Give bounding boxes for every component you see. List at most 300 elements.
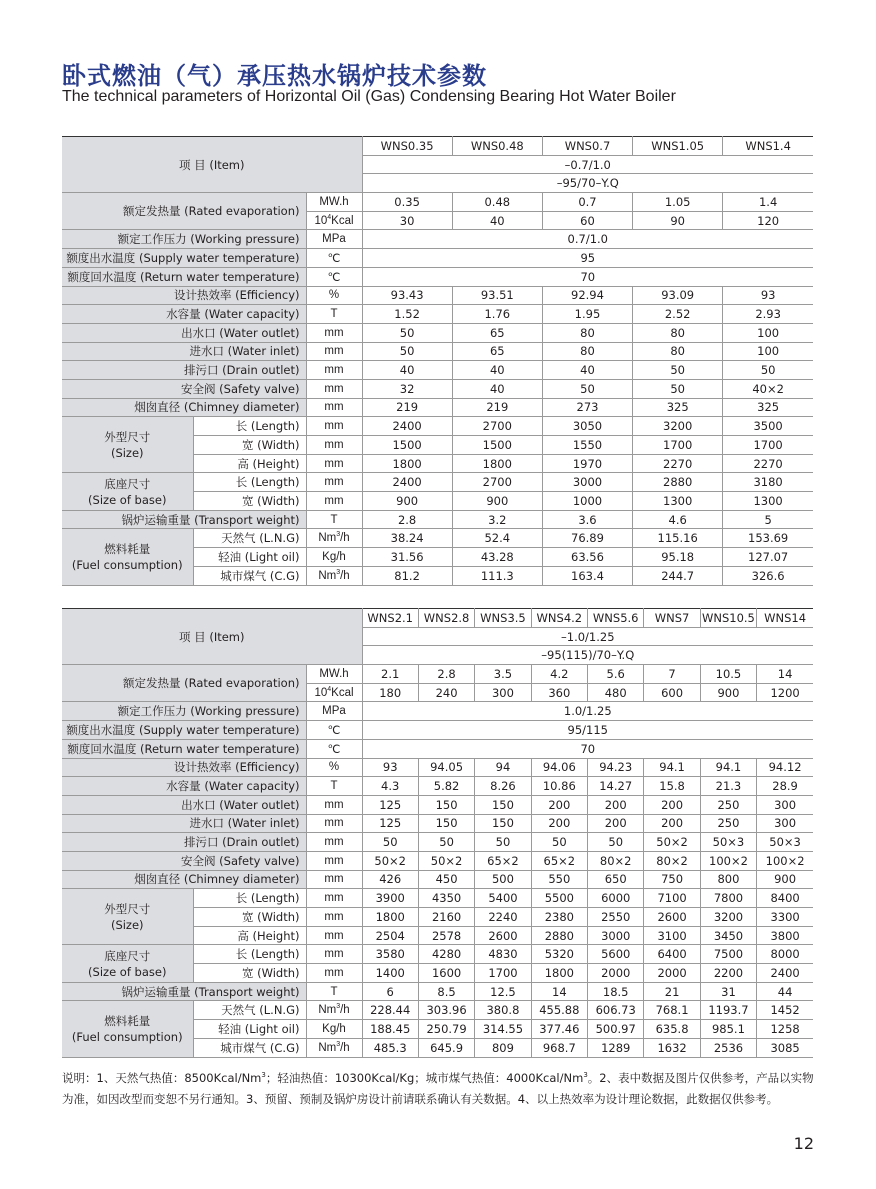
value-size-width: 2600 xyxy=(644,908,700,927)
value-base-width: 900 xyxy=(362,492,452,511)
unit-mm: mm xyxy=(306,436,362,455)
value-water-inlet: 125 xyxy=(362,814,418,833)
pressure-code: –1.0/1.25 xyxy=(362,627,813,646)
unit-nm3h-base: Nm xyxy=(318,532,337,545)
value-size-length: 3900 xyxy=(362,889,418,908)
page-number: 12 xyxy=(793,1134,814,1153)
value-fuel-oil: 985.1 xyxy=(700,1020,756,1039)
model-name: WNS7 xyxy=(644,609,700,628)
value-base-length: 8000 xyxy=(757,945,813,964)
unit-mm: mm xyxy=(306,945,362,964)
value-rated-mwh: 10.5 xyxy=(700,665,756,684)
label-chimney: 烟囱直径 (Chimney diameter) xyxy=(62,398,306,417)
value-base-length: 6400 xyxy=(644,945,700,964)
value-safety-valve: 65×2 xyxy=(475,851,531,870)
value-size-height: 1800 xyxy=(362,454,452,473)
table-row xyxy=(62,721,813,740)
unit-mm: mm xyxy=(306,889,362,908)
value-water-capacity: 5.82 xyxy=(418,777,474,796)
model-name: WNS5.6 xyxy=(588,609,644,628)
value-efficiency: 94.05 xyxy=(418,758,474,777)
unit-nm3h xyxy=(306,529,362,548)
unit-t: T xyxy=(306,777,362,796)
value-fuel-lng: 1193.7 xyxy=(700,1001,756,1020)
value-efficiency: 93.09 xyxy=(633,286,723,305)
value-return-temp: 70 xyxy=(362,267,813,286)
pressure-code: –0.7/1.0 xyxy=(362,155,813,174)
unit-nm3h-tail: /h xyxy=(340,532,350,545)
value-rated-kcal: 180 xyxy=(362,683,418,702)
value-water-outlet: 80 xyxy=(633,323,723,342)
value-chimney: 325 xyxy=(633,398,723,417)
label-base-length: 长 (Length) xyxy=(193,473,306,492)
label-size-length: 长 (Length) xyxy=(193,417,306,436)
value-size-height: 2880 xyxy=(531,926,587,945)
value-fuel-oil: 635.8 xyxy=(644,1020,700,1039)
label-working-pressure: 额定工作压力 (Working pressure) xyxy=(62,702,306,721)
value-efficiency: 93 xyxy=(723,286,813,305)
label-base-group xyxy=(62,473,193,510)
unit-nm3h-base: Nm xyxy=(318,1004,337,1017)
value-drain-outlet: 50 xyxy=(633,361,723,380)
value-drain-outlet: 50 xyxy=(362,833,418,852)
unit-mm: mm xyxy=(306,398,362,417)
value-size-width: 2550 xyxy=(588,908,644,927)
label-water-capacity: 水容量 (Water capacity) xyxy=(62,305,306,324)
unit-mm: mm xyxy=(306,342,362,361)
model-name: WNS2.8 xyxy=(418,609,474,628)
value-transport: 5 xyxy=(723,510,813,529)
label-size-length: 长 (Length) xyxy=(193,889,306,908)
label-fuel-group-en: (Fuel consumption) xyxy=(71,557,183,572)
unit-kcal-exp: 4 xyxy=(327,685,332,693)
table-row xyxy=(62,795,813,814)
value-efficiency: 94.1 xyxy=(644,758,700,777)
unit-nm3h-exp: 3 xyxy=(336,568,341,576)
label-size-group-en: (Size) xyxy=(110,445,144,460)
label-efficiency: 设计热效率 (Efficiency) xyxy=(62,286,306,305)
value-safety-valve: 40×2 xyxy=(723,379,813,398)
value-chimney: 450 xyxy=(418,870,474,889)
item-header: 项 目 (Item) xyxy=(62,137,362,193)
label-supply-temp: 额度出水温度 (Supply water temperature) xyxy=(62,721,306,740)
unit-t: T xyxy=(306,510,362,529)
value-rated-kcal: 40 xyxy=(452,211,542,230)
label-water-outlet: 出水口 (Water outlet) xyxy=(62,323,306,342)
unit-mm: mm xyxy=(306,454,362,473)
value-chimney: 550 xyxy=(531,870,587,889)
temp-code: –95(115)/70–Y.Q xyxy=(362,646,813,665)
value-fuel-oil: 43.28 xyxy=(452,548,542,567)
value-safety-valve: 50 xyxy=(542,379,632,398)
label-fuel-group-en: (Fuel consumption) xyxy=(71,1029,183,1044)
value-size-width: 2160 xyxy=(418,908,474,927)
value-chimney: 325 xyxy=(723,398,813,417)
value-efficiency: 94.12 xyxy=(757,758,813,777)
unit-nm3h-exp: 3 xyxy=(336,1003,341,1011)
unit-celsius: ℃ xyxy=(306,267,362,286)
unit-kcal xyxy=(306,683,362,702)
footnote-part2: ；轻油热值：10300Kcal/Kg；城市煤气热值：4000Kcal/Nm xyxy=(265,1071,584,1085)
table-row xyxy=(62,982,813,1001)
unit-nm3h-base: Nm xyxy=(318,1041,337,1054)
footnote-sup1: 3 xyxy=(261,1071,266,1080)
table-row xyxy=(62,529,813,548)
value-water-capacity: 28.9 xyxy=(757,777,813,796)
value-transport: 12.5 xyxy=(475,982,531,1001)
value-water-outlet: 65 xyxy=(452,323,542,342)
value-size-height: 3800 xyxy=(757,926,813,945)
table-row xyxy=(62,945,813,964)
value-size-width: 1500 xyxy=(362,436,452,455)
value-base-length: 4830 xyxy=(475,945,531,964)
unit-mm: mm xyxy=(306,417,362,436)
value-size-height: 3100 xyxy=(644,926,700,945)
label-return-temp: 额度回水温度 (Return water temperature) xyxy=(62,739,306,758)
value-fuel-lng: 115.16 xyxy=(633,529,723,548)
value-efficiency: 94.06 xyxy=(531,758,587,777)
value-fuel-lng: 380.8 xyxy=(475,1001,531,1020)
unit-nm3h-tail: /h xyxy=(340,1004,350,1017)
value-rated-kcal: 90 xyxy=(633,211,723,230)
label-fuel-lng: 天然气 (L.N.G) xyxy=(193,529,306,548)
value-drain-outlet: 50×3 xyxy=(757,833,813,852)
value-transport: 44 xyxy=(757,982,813,1001)
value-chimney: 273 xyxy=(542,398,632,417)
value-drain-outlet: 40 xyxy=(452,361,542,380)
value-fuel-oil: 95.18 xyxy=(633,548,723,567)
value-size-height: 3450 xyxy=(700,926,756,945)
value-chimney: 219 xyxy=(452,398,542,417)
unit-mm: mm xyxy=(306,473,362,492)
table-row xyxy=(62,267,813,286)
value-fuel-lng: 606.73 xyxy=(588,1001,644,1020)
value-size-height: 2270 xyxy=(723,454,813,473)
value-efficiency: 94.23 xyxy=(588,758,644,777)
value-fuel-lng: 76.89 xyxy=(542,529,632,548)
value-fuel-oil: 314.55 xyxy=(475,1020,531,1039)
unit-kcal xyxy=(306,211,362,230)
table-row xyxy=(62,889,813,908)
model-name: WNS3.5 xyxy=(475,609,531,628)
value-water-outlet: 200 xyxy=(644,795,700,814)
footnote-part3: 。2、表中数据及图片仅供参考，产品以实物为准，如因改型而变恕不另行通知。3、预留、预制及锅炉房设计前请联系确认有关数据。4、以上热效率为设计理论数据，此数据仅供参考。 xyxy=(62,1071,814,1106)
value-chimney: 650 xyxy=(588,870,644,889)
unit-mwh: MW.h xyxy=(306,665,362,684)
label-fuel-group xyxy=(62,1001,193,1057)
unit-mm: mm xyxy=(306,361,362,380)
label-supply-temp: 额度出水温度 (Supply water temperature) xyxy=(62,249,306,268)
value-water-capacity: 4.3 xyxy=(362,777,418,796)
unit-mwh: MW.h xyxy=(306,193,362,212)
value-chimney: 500 xyxy=(475,870,531,889)
value-base-length: 3000 xyxy=(542,473,632,492)
value-fuel-cg: 111.3 xyxy=(452,566,542,585)
value-chimney: 900 xyxy=(757,870,813,889)
value-efficiency: 94.1 xyxy=(700,758,756,777)
value-water-inlet: 200 xyxy=(588,814,644,833)
label-base-width: 宽 (Width) xyxy=(193,964,306,983)
label-transport: 锅炉运输重量 (Transport weight) xyxy=(62,982,306,1001)
value-size-height: 2578 xyxy=(418,926,474,945)
value-base-width: 1000 xyxy=(542,492,632,511)
value-rated-kcal: 60 xyxy=(542,211,632,230)
value-transport: 3.6 xyxy=(542,510,632,529)
value-fuel-lng: 455.88 xyxy=(531,1001,587,1020)
label-size-width: 宽 (Width) xyxy=(193,908,306,927)
unit-t: T xyxy=(306,305,362,324)
label-size-height: 高 (Height) xyxy=(193,926,306,945)
value-water-outlet: 150 xyxy=(418,795,474,814)
value-size-width: 1550 xyxy=(542,436,632,455)
label-size-width: 宽 (Width) xyxy=(193,436,306,455)
value-transport: 18.5 xyxy=(588,982,644,1001)
unit-nm3h xyxy=(306,566,362,585)
unit-percent: % xyxy=(306,286,362,305)
value-water-outlet: 300 xyxy=(757,795,813,814)
unit-kcal-tail: Kcal xyxy=(331,214,354,227)
value-size-height: 2504 xyxy=(362,926,418,945)
value-size-length: 3500 xyxy=(723,417,813,436)
value-size-height: 1970 xyxy=(542,454,632,473)
unit-mm: mm xyxy=(306,795,362,814)
value-drain-outlet: 50 xyxy=(475,833,531,852)
value-water-inlet: 80 xyxy=(542,342,632,361)
value-efficiency: 94 xyxy=(475,758,531,777)
table-row xyxy=(62,609,813,628)
value-rated-mwh: 4.2 xyxy=(531,665,587,684)
value-water-outlet: 150 xyxy=(475,795,531,814)
table-row xyxy=(62,286,813,305)
footnote-sup2: 3 xyxy=(583,1071,588,1080)
value-base-length: 2700 xyxy=(452,473,542,492)
value-size-length: 3200 xyxy=(633,417,723,436)
value-water-capacity: 10.86 xyxy=(531,777,587,796)
value-base-width: 1300 xyxy=(723,492,813,511)
value-water-inlet: 100 xyxy=(723,342,813,361)
label-base-group-cn: 底座尺寸 xyxy=(104,476,151,491)
value-rated-kcal: 120 xyxy=(723,211,813,230)
value-water-inlet: 200 xyxy=(644,814,700,833)
value-water-capacity: 21.3 xyxy=(700,777,756,796)
value-rated-mwh: 2.1 xyxy=(362,665,418,684)
table-row xyxy=(62,758,813,777)
unit-mm: mm xyxy=(306,851,362,870)
value-fuel-cg: 81.2 xyxy=(362,566,452,585)
label-base-group xyxy=(62,945,193,982)
value-fuel-cg: 1632 xyxy=(644,1038,700,1057)
table-row xyxy=(62,814,813,833)
value-fuel-lng: 52.4 xyxy=(452,529,542,548)
table-row xyxy=(62,398,813,417)
unit-kgh: Kg/h xyxy=(306,1020,362,1039)
value-fuel-oil: 127.07 xyxy=(723,548,813,567)
table-row xyxy=(62,137,813,156)
value-water-inlet: 200 xyxy=(531,814,587,833)
value-rated-kcal: 240 xyxy=(418,683,474,702)
unit-nm3h-base: Nm xyxy=(318,569,337,582)
value-size-width: 1700 xyxy=(723,436,813,455)
table-row xyxy=(62,777,813,796)
label-water-capacity: 水容量 (Water capacity) xyxy=(62,777,306,796)
spec-table-small-models xyxy=(62,136,813,586)
value-return-temp: 70 xyxy=(362,739,813,758)
table-row xyxy=(62,342,813,361)
unit-mm: mm xyxy=(306,323,362,342)
value-base-width: 2000 xyxy=(588,964,644,983)
label-fuel-cg: 城市煤气 (C.G) xyxy=(193,1038,306,1057)
value-safety-valve: 40 xyxy=(452,379,542,398)
unit-celsius: ℃ xyxy=(306,739,362,758)
model-name: WNS1.4 xyxy=(723,137,813,156)
value-base-width: 1300 xyxy=(633,492,723,511)
value-rated-mwh: 14 xyxy=(757,665,813,684)
value-size-height: 2270 xyxy=(633,454,723,473)
unit-t: T xyxy=(306,982,362,1001)
value-efficiency: 93.51 xyxy=(452,286,542,305)
value-transport: 4.6 xyxy=(633,510,723,529)
value-rated-mwh: 0.35 xyxy=(362,193,452,212)
value-base-length: 4280 xyxy=(418,945,474,964)
value-water-outlet: 50 xyxy=(362,323,452,342)
value-fuel-cg: 326.6 xyxy=(723,566,813,585)
value-size-length: 2700 xyxy=(452,417,542,436)
value-water-inlet: 50 xyxy=(362,342,452,361)
label-fuel-oil: 轻油 (Light oil) xyxy=(193,1020,306,1039)
unit-mm: mm xyxy=(306,833,362,852)
value-safety-valve: 32 xyxy=(362,379,452,398)
value-size-length: 4350 xyxy=(418,889,474,908)
label-size-group xyxy=(62,889,193,945)
table-row xyxy=(62,702,813,721)
label-base-group-en: (Size of base) xyxy=(88,492,167,507)
value-water-capacity: 2.52 xyxy=(633,305,723,324)
value-transport: 2.8 xyxy=(362,510,452,529)
value-size-height: 1800 xyxy=(452,454,542,473)
value-working-pressure: 1.0/1.25 xyxy=(362,702,813,721)
unit-nm3h xyxy=(306,1038,362,1057)
temp-code: –95/70–Y.Q xyxy=(362,174,813,193)
table-row xyxy=(62,1001,813,1020)
value-efficiency: 92.94 xyxy=(542,286,632,305)
value-rated-mwh: 0.7 xyxy=(542,193,632,212)
value-safety-valve: 100×2 xyxy=(757,851,813,870)
value-fuel-oil: 63.56 xyxy=(542,548,632,567)
model-name: WNS10.5 xyxy=(700,609,756,628)
label-safety-valve: 安全阀 (Safety valve) xyxy=(62,379,306,398)
unit-nm3h-tail: /h xyxy=(340,569,350,582)
value-chimney: 800 xyxy=(700,870,756,889)
label-fuel-group-cn: 燃料耗量 xyxy=(104,1013,151,1028)
value-water-outlet: 80 xyxy=(542,323,632,342)
value-transport: 31 xyxy=(700,982,756,1001)
label-drain-outlet: 排污口 (Drain outlet) xyxy=(62,361,306,380)
value-base-width: 1800 xyxy=(531,964,587,983)
unit-mm: mm xyxy=(306,492,362,511)
value-base-length: 3580 xyxy=(362,945,418,964)
value-water-outlet: 200 xyxy=(531,795,587,814)
label-fuel-group-cn: 燃料耗量 xyxy=(104,541,151,556)
label-size-height: 高 (Height) xyxy=(193,454,306,473)
value-fuel-lng: 38.24 xyxy=(362,529,452,548)
value-rated-kcal: 30 xyxy=(362,211,452,230)
table-row xyxy=(62,249,813,268)
label-base-width: 宽 (Width) xyxy=(193,492,306,511)
value-size-width: 2380 xyxy=(531,908,587,927)
label-transport: 锅炉运输重量 (Transport weight) xyxy=(62,510,306,529)
value-transport: 14 xyxy=(531,982,587,1001)
label-water-outlet: 出水口 (Water outlet) xyxy=(62,795,306,814)
value-safety-valve: 65×2 xyxy=(531,851,587,870)
value-supply-temp: 95 xyxy=(362,249,813,268)
value-safety-valve: 50 xyxy=(633,379,723,398)
value-transport: 8.5 xyxy=(418,982,474,1001)
value-rated-mwh: 5.6 xyxy=(588,665,644,684)
value-size-height: 3000 xyxy=(588,926,644,945)
value-rated-mwh: 2.8 xyxy=(418,665,474,684)
value-size-length: 7800 xyxy=(700,889,756,908)
value-water-capacity: 8.26 xyxy=(475,777,531,796)
model-name: WNS14 xyxy=(757,609,813,628)
unit-mpa: MPa xyxy=(306,702,362,721)
value-base-length: 7500 xyxy=(700,945,756,964)
value-base-width: 2200 xyxy=(700,964,756,983)
value-base-length: 5320 xyxy=(531,945,587,964)
value-size-width: 1800 xyxy=(362,908,418,927)
label-base-length: 长 (Length) xyxy=(193,945,306,964)
unit-mpa: MPa xyxy=(306,230,362,249)
value-efficiency: 93 xyxy=(362,758,418,777)
value-fuel-cg: 2536 xyxy=(700,1038,756,1057)
value-base-width: 900 xyxy=(452,492,542,511)
label-water-inlet: 进水口 (Water inlet) xyxy=(62,342,306,361)
value-size-length: 6000 xyxy=(588,889,644,908)
value-fuel-lng: 153.69 xyxy=(723,529,813,548)
unit-mm: mm xyxy=(306,908,362,927)
label-chimney: 烟囱直径 (Chimney diameter) xyxy=(62,870,306,889)
value-size-width: 1500 xyxy=(452,436,542,455)
label-rated-evaporation: 额定发热量 (Rated evaporation) xyxy=(62,665,306,702)
value-rated-mwh: 0.48 xyxy=(452,193,542,212)
value-fuel-cg: 809 xyxy=(475,1038,531,1057)
label-safety-valve: 安全阀 (Safety valve) xyxy=(62,851,306,870)
value-fuel-cg: 645.9 xyxy=(418,1038,474,1057)
value-rated-mwh: 1.4 xyxy=(723,193,813,212)
value-safety-valve: 100×2 xyxy=(700,851,756,870)
model-name: WNS1.05 xyxy=(633,137,723,156)
value-drain-outlet: 40 xyxy=(362,361,452,380)
value-water-outlet: 100 xyxy=(723,323,813,342)
item-header: 项 目 (Item) xyxy=(62,609,362,665)
label-size-group xyxy=(62,417,193,473)
table-row xyxy=(62,379,813,398)
unit-nm3h-exp: 3 xyxy=(336,1040,341,1048)
value-safety-valve: 50×2 xyxy=(418,851,474,870)
value-fuel-lng: 228.44 xyxy=(362,1001,418,1020)
value-rated-kcal: 300 xyxy=(475,683,531,702)
label-drain-outlet: 排污口 (Drain outlet) xyxy=(62,833,306,852)
value-water-inlet: 65 xyxy=(452,342,542,361)
spec-table-large-models xyxy=(62,608,813,1058)
value-drain-outlet: 40 xyxy=(542,361,632,380)
value-size-length: 5500 xyxy=(531,889,587,908)
value-safety-valve: 80×2 xyxy=(588,851,644,870)
value-working-pressure: 0.7/1.0 xyxy=(362,230,813,249)
value-fuel-oil: 1258 xyxy=(757,1020,813,1039)
value-fuel-oil: 31.56 xyxy=(362,548,452,567)
value-base-length: 2880 xyxy=(633,473,723,492)
value-drain-outlet: 50 xyxy=(418,833,474,852)
